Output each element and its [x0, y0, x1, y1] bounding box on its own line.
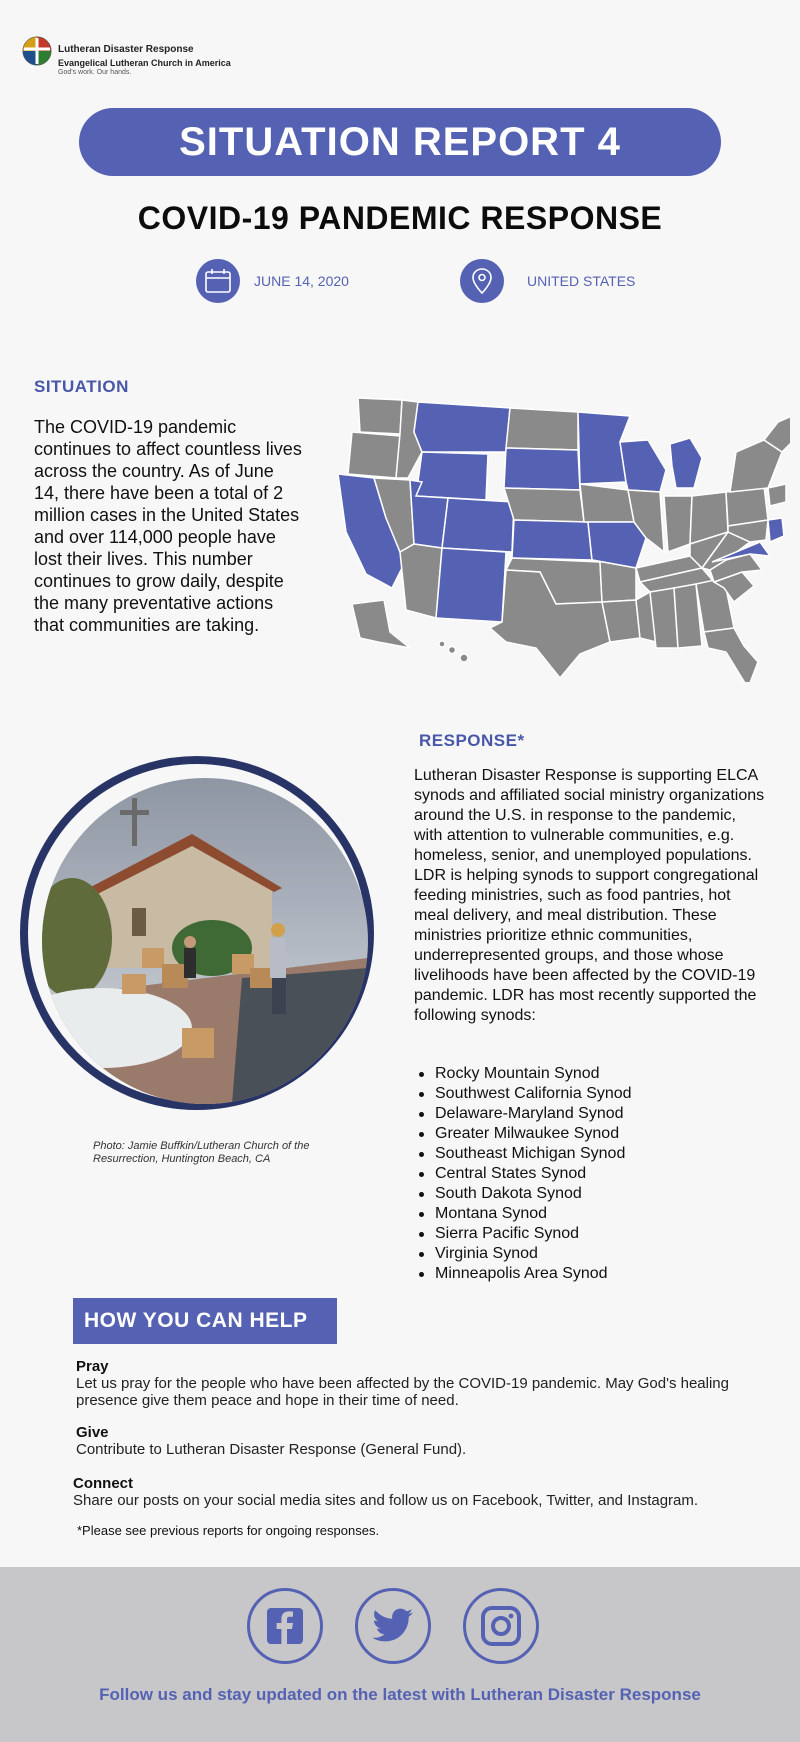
list-item: Central States Synod [414, 1164, 632, 1184]
elca-logo [22, 36, 52, 66]
pray-label: Pray [76, 1358, 109, 1375]
give-label: Give [76, 1424, 109, 1441]
facebook-icon[interactable] [247, 1588, 323, 1664]
footnote: *Please see previous reports for ongoing responses. [77, 1523, 380, 1538]
report-subtitle: COVID-19 PANDEMIC RESPONSE [137, 200, 663, 236]
location-pin-icon [460, 259, 504, 303]
response-body: Lutheran Disaster Response is supporting ELCA synods and affiliated social ministry organizations around the U.S. in response to the pandemic, with attention to vulnerable communities, e.g. homeless, senior, and unemployed populations. LDR is helping synods to support congregational feeding ministries, such as food pantries, hot meal delivery, and meal distribution. These ministries prioritize ethnic communities, underrepresented groups, and those whose livelihoods have been affected by the COVID-19 pandemic. LDR has most recently supported the following synods: [414, 767, 765, 1024]
situation-heading: SITUATION [34, 377, 129, 396]
pray-body: Let us pray for the people who have been affected by the COVID-19 pandemic. May God's healing presence give them peace and hope in their time of need. [76, 1375, 729, 1409]
response-heading: RESPONSE* [419, 731, 525, 750]
situation-body: The COVID-19 pandemic continues to affect countless lives across the country. As of June 14, there have been a total of 2 million cases in the United States and over 114,000 people have lost their lives. This number continues to grow daily, despite the many preventative actions that communities are taking. [34, 417, 302, 635]
instagram-icon[interactable] [463, 1588, 539, 1664]
connect-label: Connect [73, 1475, 133, 1492]
church-name: Evangelical Lutheran Church in America [58, 58, 231, 68]
list-item: Montana Synod [414, 1204, 632, 1224]
calendar-icon [196, 259, 240, 303]
photo-caption: Photo: Jamie Buffkin/Lutheran Church of the Resurrection, Huntington Beach, CA [93, 1140, 310, 1165]
list-item: South Dakota Synod [414, 1184, 632, 1204]
give-body: Contribute to Lutheran Disaster Response (General Fund). [76, 1441, 467, 1458]
report-date: JUNE 14, 2020 [254, 273, 349, 289]
list-item: Minneapolis Area Synod [414, 1264, 632, 1284]
church-photo [42, 778, 368, 1104]
report-location: UNITED STATES [527, 273, 636, 289]
list-item: Greater Milwaukee Synod [414, 1124, 632, 1144]
report-title: SITUATION REPORT 4 [79, 108, 721, 176]
list-item: Virginia Synod [414, 1244, 632, 1264]
footer-follow-text: Follow us and stay updated on the latest with Lutheran Disaster Response [99, 1685, 701, 1704]
list-item: Southwest California Synod [414, 1084, 632, 1104]
twitter-icon[interactable] [355, 1588, 431, 1664]
list-item: Delaware-Maryland Synod [414, 1104, 632, 1124]
list-item: Rocky Mountain Synod [414, 1064, 632, 1084]
list-item: Southeast Michigan Synod [414, 1144, 632, 1164]
connect-body: Share our posts on your social media sites and follow us on Facebook, Twitter, and Instagram. [73, 1492, 699, 1509]
tagline: God's work. Our hands. [58, 69, 132, 76]
org-name: Lutheran Disaster Response [58, 44, 194, 55]
help-heading: HOW YOU CAN HELP [73, 1298, 337, 1344]
list-item: Sierra Pacific Synod [414, 1224, 632, 1244]
us-map [330, 392, 790, 682]
synod-list [414, 1064, 632, 1284]
